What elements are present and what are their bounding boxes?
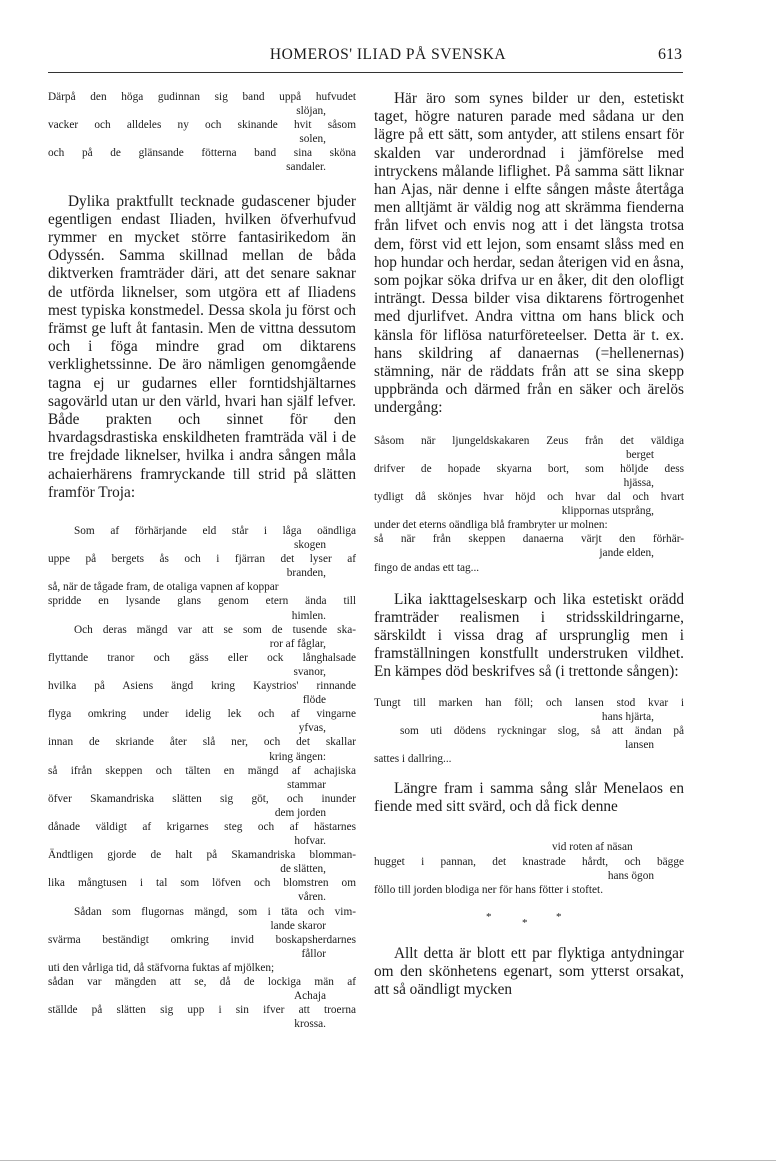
verse-line: dånade väldigt af krigarnes steg och af hästarnes	[48, 820, 356, 833]
verse-line: flyga omkring under idelig lek och af vingarne	[48, 708, 356, 721]
verse-line-continuation: branden,	[286, 567, 326, 580]
verse-line-continuation: dem jorden	[274, 806, 326, 819]
verse-line: föllo till jorden blodiga ner för hans fötter i stoftet.	[374, 883, 604, 896]
verse-line: uti den vårliga tid, då stäfvorna fuktas af mjölken;	[48, 961, 275, 974]
verse-block-zeus	[374, 434, 684, 575]
verse-line: ställde på slätten sig upp i sin ifver att troerna	[48, 1004, 356, 1017]
bottom-edge	[0, 1160, 776, 1161]
verse-block-goddess	[48, 90, 356, 175]
verse-line: uppe på bergets ås och i fjärran det lyser af	[48, 553, 356, 566]
verse-line-continuation: hans ögon	[607, 869, 654, 882]
verse-line: sådan var mängden att se, då de lockiga män af	[48, 976, 356, 989]
verse-line: så ifrån skeppen och tälten en mängd af achajiska	[48, 764, 356, 777]
verse-line-continuation: slöjan,	[296, 105, 326, 118]
verse-line-continuation: stammar	[287, 778, 326, 791]
verse-line: svärma beständigt omkring invid boskapsherdarnes	[48, 933, 356, 946]
verse-line-continuation: jande elden,	[599, 547, 654, 560]
verse-line-continuation: himlen.	[291, 609, 326, 622]
paragraph-realism: Lika iakttagelseskarp och lika estetiskt orädd framträder realismen i stridsskildringarne, särskildt i vissa drag af ursprunglig men i framställningen konstfullt understruken vildhet. En kämpes död beskrifves så (i trettonde sången):	[374, 590, 684, 681]
paragraph-conclusion: Allt detta är blott ett par flyktiga antydningar om den skönhetens egenart, som ytterst orsakat, att så oändligt mycken	[374, 944, 684, 999]
verse-line-continuation: lansen	[625, 738, 654, 751]
left-column	[48, 90, 356, 1031]
verse-line-continuation: skogen	[293, 539, 326, 552]
verse-line: drifver de hopade skyarna bort, som höljde dess	[374, 462, 684, 475]
verse-block-death	[374, 696, 684, 766]
verse-line: sattes i dallring...	[374, 752, 452, 765]
verse-line: så, när de tågade fram, de otaliga vapnen af koppar	[48, 581, 279, 594]
header-rule	[48, 72, 683, 73]
verse-line: öfver Skamandriska slätten sig göt, och inunder	[48, 792, 356, 805]
verse-line: under det eterns oändliga blå frambryter ur molnen:	[374, 519, 608, 532]
verse-line: vacker och alldeles ny och skinande hvit såsom	[48, 119, 356, 132]
verse-line-continuation: våren.	[298, 891, 326, 904]
verse-line: hvilka på Asiens ängd kring Kaystrios' rinnande	[48, 680, 356, 693]
verse-line: vid roten af näsan	[552, 841, 633, 854]
paragraph-menelaos: Längre fram i samma sång slår Menelaos en fiende med sitt svärd, och då fick denne	[374, 780, 684, 816]
verse-line-continuation: krossa.	[294, 1018, 326, 1031]
verse-line: Tungt till marken han föll; och lansen stod kvar i	[374, 696, 684, 709]
verse-line: fingo de andas ett tag...	[374, 561, 480, 574]
verse-line-continuation: klippornas utsprång,	[561, 505, 654, 518]
verse-line: hugget i pannan, det knastrade hårdt, och bägge	[374, 855, 684, 868]
verse-line: lika mångtusen i tal som löfven och blomstren om	[48, 877, 356, 890]
verse-line: Därpå den höga gudinnan sig band uppå hufvudet	[48, 91, 356, 103]
paragraph-bilder: Här äro som synes bilder ur den, estetiskt taget, högre naturen parade med sådana ur den lägre på ett sätt, som antyder, att stilens ensart för skalden var underordnad i jämförelse med intryckens målande liflighet. På samma sätt liknar han Ajas, när denne i elfte sången måste återtåga men alltjämt är väldig nog att skrämma fienderna från lifvet och envis nog att i det längsta trotsa dem, först vid ett lejon, som ensamt slåss med en hop hundar och herdar, sedan återigen vid en åsna, som pojkar söka drifva ur en åker, dit den olofligt inträngt. Dessa bilder visa diktarens förtrogenhet med djurlifvet. Andra vittna om hans blick och känsla för liflösa naturföreteelser. Detta är t. ex. hans skildring af danaernas (=hellenernas) stämning, när de räddats från att se sina skepp uppbrända och därmed från en säker och ärelös undergång:	[374, 90, 684, 417]
verse-line: Som af förhärjande eld står i låga oändliga	[74, 525, 356, 538]
verse-line-continuation: kring ängen:	[269, 750, 326, 763]
verse-line-continuation: hjässa,	[623, 476, 654, 489]
verse-line-continuation: yfvas,	[298, 722, 326, 735]
verse-line-continuation: hofvar.	[294, 835, 326, 848]
verse-line: flyttande tranor och gäss eller ock långhalsade	[48, 651, 356, 664]
running-title: HOMEROS' ILIAD PÅ SVENSKA	[269, 46, 507, 63]
asterism-star: *	[556, 910, 562, 923]
verse-block-menelaos	[374, 840, 684, 896]
verse-line-continuation: berget	[625, 448, 654, 461]
running-header	[0, 44, 776, 68]
verse-line-continuation: Achaja	[294, 990, 326, 1003]
paragraph-gudascener: Dylika praktfullt tecknade gudascener bjuder egentligen endast Iliaden, hvilken öfverhufvud rymmer en mycket större fantasirikedom än Odyssén. Samma skillnad mellan de båda diktverken framträder däri, att det senare saknar de utförda liknelser, som utgöra ett af Iliadens mest typiska konstmedel. Dessa skola ju först och främst ge luft åt fantasin. Men de vittna dessutom och i föga mindre grad om diktarens verklighetssinne. De äro nämligen genomgående tagna ej ur gudarnes eller forntidshjältarnes sagovärld utan ur den värld, hvari han själf lefver. Både prakten och sinnet för den hvardagsdrastiska enskildheten framträda väl i de tre frejdade liknelser, hvilka i andra sången måla achaierhärens framryckande till strid på slätten framför Troja:	[48, 192, 356, 501]
verse-line: och på de glänsande fötterna band sina sköna	[48, 147, 356, 160]
verse-line: som uti dödens ryckningar slog, så att ändan på	[400, 724, 684, 737]
verse-block-similes	[48, 524, 356, 1031]
verse-line-continuation: hans hjärta,	[601, 710, 654, 723]
right-column	[374, 90, 684, 999]
page-number: 613	[658, 46, 682, 63]
asterism-star: *	[522, 916, 528, 929]
verse-line-continuation: de slätten,	[280, 863, 326, 876]
verse-line-continuation: flöde	[302, 694, 326, 707]
verse-line-continuation: fållor	[301, 947, 326, 960]
verse-line: spridde en lysande glans genom etern ända till	[48, 595, 356, 608]
verse-line: innan de skriande åter slå ner, och det skallar	[48, 736, 356, 749]
verse-line: Såsom när ljungeldskakaren Zeus från det väldiga	[374, 434, 684, 447]
verse-line: Ändtligen gjorde de halt på Skamandriska blomman-	[48, 849, 356, 862]
verse-line: Och deras mängd var att se som de tusende ska-	[74, 623, 356, 636]
verse-line-continuation: lande skaror	[270, 919, 326, 932]
verse-line-continuation: ror af fåglar,	[269, 637, 326, 650]
verse-line: Sådan som flugornas mängd, som i täta och vim-	[74, 905, 356, 918]
verse-line-continuation: solen,	[299, 133, 326, 146]
verse-line-continuation: svanor,	[293, 665, 326, 678]
verse-line: tydligt då skönjes hvar höjd och hvar dal och hvart	[374, 491, 684, 504]
asterism-separator	[374, 909, 684, 931]
verse-line-continuation: sandaler.	[286, 161, 326, 174]
verse-line: så när från skeppen danaerna värjt den förhär-	[374, 533, 684, 546]
asterism-star: *	[486, 910, 492, 923]
